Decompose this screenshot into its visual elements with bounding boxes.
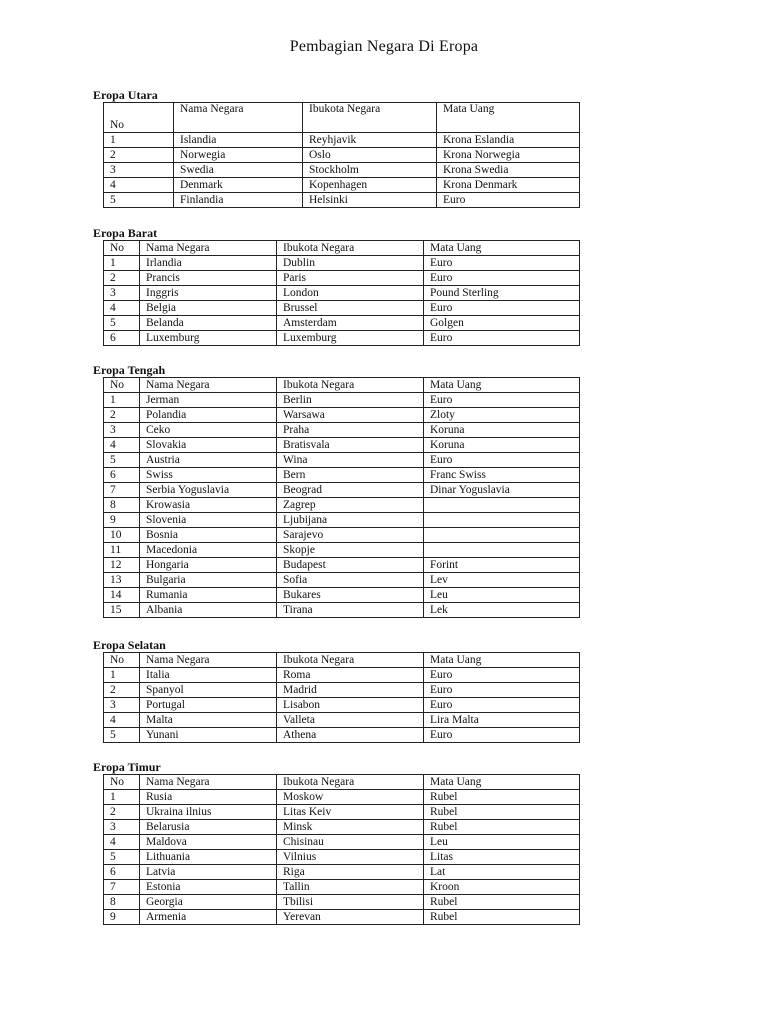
table-header-row <box>104 103 580 133</box>
cell-mata-uang <box>424 528 580 543</box>
cell-nama-negara: Portugal <box>140 698 277 713</box>
cell-nama-negara: Malta <box>140 713 277 728</box>
cell-nama-negara: Georgia <box>140 895 277 910</box>
cell-no: 11 <box>104 543 140 558</box>
cell-ibukota-negara: Zagrep <box>277 498 424 513</box>
cell-mata-uang: Leu <box>424 588 580 603</box>
cell-ibukota-negara: Tbilisi <box>277 895 424 910</box>
header-mata-uang: Mata Uang <box>424 378 580 393</box>
section-heading-eropa-timur: Eropa Timur <box>93 760 161 774</box>
table-header-row <box>104 653 580 668</box>
cell-nama-negara: Inggris <box>140 286 277 301</box>
cell-ibukota-negara: Moskow <box>277 790 424 805</box>
cell-nama-negara: Armenia <box>140 910 277 925</box>
cell-mata-uang: Euro <box>424 256 580 271</box>
cell-nama-negara: Norwegia <box>174 148 303 163</box>
cell-no: 3 <box>104 423 140 438</box>
cell-ibukota-negara: Luxemburg <box>277 331 424 346</box>
cell-no: 7 <box>104 483 140 498</box>
cell-ibukota-negara: Chisinau <box>277 835 424 850</box>
cell-mata-uang: Euro <box>424 683 580 698</box>
cell-ibukota-negara: Wina <box>277 453 424 468</box>
cell-mata-uang: Euro <box>424 271 580 286</box>
cell-no: 6 <box>104 468 140 483</box>
cell-mata-uang: Euro <box>424 393 580 408</box>
section-heading-eropa-selatan: Eropa Selatan <box>93 638 166 652</box>
cell-ibukota-negara: Roma <box>277 668 424 683</box>
table-row <box>104 178 580 193</box>
cell-ibukota-negara: Athena <box>277 728 424 743</box>
cell-ibukota-negara: Kopenhagen <box>303 178 437 193</box>
cell-nama-negara: Swedia <box>174 163 303 178</box>
cell-ibukota-negara: Bukares <box>277 588 424 603</box>
table-row <box>104 713 580 728</box>
table-row <box>104 331 580 346</box>
cell-nama-negara: Bulgaria <box>140 573 277 588</box>
table-row <box>104 588 580 603</box>
cell-no: 3 <box>104 820 140 835</box>
header-mata-uang: Mata Uang <box>424 653 580 668</box>
cell-no: 15 <box>104 603 140 618</box>
cell-mata-uang: Krona Swedia <box>437 163 580 178</box>
table-row <box>104 698 580 713</box>
table-row <box>104 483 580 498</box>
cell-no: 4 <box>104 178 174 193</box>
cell-no: 4 <box>104 835 140 850</box>
cell-nama-negara: Finlandia <box>174 193 303 208</box>
header-mata-uang: Mata Uang <box>424 241 580 256</box>
cell-nama-negara: Latvia <box>140 865 277 880</box>
section-heading-eropa-utara: Eropa Utara <box>93 88 158 102</box>
table-row <box>104 728 580 743</box>
cell-no: 3 <box>104 163 174 178</box>
header-no: No <box>104 378 140 393</box>
table-row <box>104 895 580 910</box>
cell-nama-negara: Belgia <box>140 301 277 316</box>
table-row <box>104 805 580 820</box>
cell-nama-negara: Spanyol <box>140 683 277 698</box>
cell-nama-negara: Maldova <box>140 835 277 850</box>
table-row <box>104 910 580 925</box>
table-row <box>104 193 580 208</box>
cell-ibukota-negara: Berlin <box>277 393 424 408</box>
cell-ibukota-negara: Praha <box>277 423 424 438</box>
table-row <box>104 453 580 468</box>
cell-nama-negara: Belarusia <box>140 820 277 835</box>
cell-no: 2 <box>104 683 140 698</box>
cell-mata-uang: Lat <box>424 865 580 880</box>
cell-mata-uang: Franc Swiss <box>424 468 580 483</box>
cell-no: 5 <box>104 316 140 331</box>
cell-no: 4 <box>104 301 140 316</box>
cell-mata-uang: Zloty <box>424 408 580 423</box>
cell-ibukota-negara: Dublin <box>277 256 424 271</box>
cell-ibukota-negara: Madrid <box>277 683 424 698</box>
cell-mata-uang: Rubel <box>424 790 580 805</box>
cell-ibukota-negara: Reyhjavik <box>303 133 437 148</box>
table-eropa-barat <box>103 240 580 346</box>
table-eropa-timur <box>103 774 580 925</box>
cell-ibukota-negara: Budapest <box>277 558 424 573</box>
cell-mata-uang: Euro <box>424 301 580 316</box>
cell-nama-negara: Macedonia <box>140 543 277 558</box>
header-ibukota-negara: Ibukota Negara <box>277 378 424 393</box>
cell-no: 5 <box>104 193 174 208</box>
cell-nama-negara: Ukraina ilnius <box>140 805 277 820</box>
cell-mata-uang: Euro <box>424 728 580 743</box>
cell-nama-negara: Denmark <box>174 178 303 193</box>
cell-ibukota-negara: Bern <box>277 468 424 483</box>
cell-mata-uang: Euro <box>437 193 580 208</box>
table-row <box>104 528 580 543</box>
header-ibukota-negara: Ibukota Negara <box>277 775 424 790</box>
cell-ibukota-negara: Litas Keiv <box>277 805 424 820</box>
table-row <box>104 573 580 588</box>
cell-mata-uang <box>424 513 580 528</box>
cell-ibukota-negara: Riga <box>277 865 424 880</box>
cell-no: 8 <box>104 895 140 910</box>
cell-no: 2 <box>104 805 140 820</box>
header-no: No <box>104 241 140 256</box>
cell-no: 4 <box>104 713 140 728</box>
cell-no: 10 <box>104 528 140 543</box>
table-row <box>104 835 580 850</box>
cell-nama-negara: Luxemburg <box>140 331 277 346</box>
cell-nama-negara: Rusia <box>140 790 277 805</box>
table-row <box>104 790 580 805</box>
cell-mata-uang: Euro <box>424 331 580 346</box>
cell-ibukota-negara: Vilnius <box>277 850 424 865</box>
table-row <box>104 865 580 880</box>
cell-nama-negara: Hongaria <box>140 558 277 573</box>
cell-ibukota-negara: Minsk <box>277 820 424 835</box>
table-header-row <box>104 378 580 393</box>
cell-ibukota-negara: Helsinki <box>303 193 437 208</box>
header-nama-negara: Nama Negara <box>140 378 277 393</box>
page-title: Pembagian Negara Di Eropa <box>289 38 479 55</box>
cell-ibukota-negara: Yerevan <box>277 910 424 925</box>
cell-nama-negara: Islandia <box>174 133 303 148</box>
cell-no: 2 <box>104 271 140 286</box>
cell-ibukota-negara: Warsawa <box>277 408 424 423</box>
table-row <box>104 498 580 513</box>
table-row <box>104 256 580 271</box>
cell-no: 1 <box>104 393 140 408</box>
cell-ibukota-negara: London <box>277 286 424 301</box>
cell-mata-uang: Forint <box>424 558 580 573</box>
cell-nama-negara: Serbia Yoguslavia <box>140 483 277 498</box>
cell-no: 12 <box>104 558 140 573</box>
cell-mata-uang: Lira Malta <box>424 713 580 728</box>
table-row <box>104 820 580 835</box>
table-row <box>104 271 580 286</box>
cell-no: 9 <box>104 513 140 528</box>
header-mata-uang: Mata Uang <box>437 103 580 133</box>
table-row <box>104 133 580 148</box>
header-nama-negara: Nama Negara <box>174 103 303 133</box>
cell-mata-uang: Lek <box>424 603 580 618</box>
cell-nama-negara: Krowasia <box>140 498 277 513</box>
cell-nama-negara: Prancis <box>140 271 277 286</box>
cell-ibukota-negara: Paris <box>277 271 424 286</box>
cell-ibukota-negara: Tirana <box>277 603 424 618</box>
cell-nama-negara: Polandia <box>140 408 277 423</box>
cell-no: 1 <box>104 790 140 805</box>
cell-ibukota-negara: Lisabon <box>277 698 424 713</box>
table-row <box>104 468 580 483</box>
cell-mata-uang: Krona Eslandia <box>437 133 580 148</box>
table-row <box>104 408 580 423</box>
cell-mata-uang: Litas <box>424 850 580 865</box>
cell-ibukota-negara: Sofia <box>277 573 424 588</box>
cell-mata-uang: Rubel <box>424 820 580 835</box>
header-nama-negara: Nama Negara <box>140 241 277 256</box>
cell-no: 5 <box>104 850 140 865</box>
cell-no: 4 <box>104 438 140 453</box>
cell-mata-uang <box>424 543 580 558</box>
cell-mata-uang: Dinar Yoguslavia <box>424 483 580 498</box>
table-row <box>104 148 580 163</box>
cell-mata-uang: Koruna <box>424 423 580 438</box>
cell-nama-negara: Jerman <box>140 393 277 408</box>
table-row <box>104 558 580 573</box>
cell-no: 13 <box>104 573 140 588</box>
cell-mata-uang: Rubel <box>424 895 580 910</box>
cell-no: 1 <box>104 133 174 148</box>
cell-no: 3 <box>104 698 140 713</box>
header-ibukota-negara: Ibukota Negara <box>277 653 424 668</box>
header-ibukota-negara: Ibukota Negara <box>277 241 424 256</box>
cell-nama-negara: Italia <box>140 668 277 683</box>
cell-nama-negara: Slovakia <box>140 438 277 453</box>
cell-mata-uang: Krona Norwegia <box>437 148 580 163</box>
header-mata-uang: Mata Uang <box>424 775 580 790</box>
table-eropa-tengah <box>103 377 580 618</box>
cell-nama-negara: Slovenia <box>140 513 277 528</box>
section-heading-eropa-tengah: Eropa Tengah <box>93 363 166 377</box>
cell-ibukota-negara: Skopje <box>277 543 424 558</box>
cell-nama-negara: Lithuania <box>140 850 277 865</box>
cell-no: 9 <box>104 910 140 925</box>
cell-ibukota-negara: Beograd <box>277 483 424 498</box>
table-row <box>104 438 580 453</box>
table-row <box>104 850 580 865</box>
cell-no: 7 <box>104 880 140 895</box>
cell-mata-uang <box>424 498 580 513</box>
table-row <box>104 880 580 895</box>
cell-ibukota-negara: Valleta <box>277 713 424 728</box>
cell-mata-uang: Euro <box>424 668 580 683</box>
table-row <box>104 513 580 528</box>
table-row <box>104 423 580 438</box>
cell-mata-uang: Kroon <box>424 880 580 895</box>
cell-nama-negara: Austria <box>140 453 277 468</box>
cell-nama-negara: Estonia <box>140 880 277 895</box>
cell-nama-negara: Albania <box>140 603 277 618</box>
table-row <box>104 286 580 301</box>
cell-mata-uang: Krona Denmark <box>437 178 580 193</box>
cell-no: 6 <box>104 331 140 346</box>
header-no: No <box>104 775 140 790</box>
cell-no: 2 <box>104 148 174 163</box>
cell-mata-uang: Euro <box>424 453 580 468</box>
cell-no: 1 <box>104 668 140 683</box>
table-row <box>104 668 580 683</box>
table-eropa-utara <box>103 102 580 208</box>
cell-no: 1 <box>104 256 140 271</box>
cell-no: 14 <box>104 588 140 603</box>
cell-no: 5 <box>104 728 140 743</box>
section-heading-eropa-barat: Eropa Barat <box>93 226 158 240</box>
table-header-row <box>104 775 580 790</box>
cell-nama-negara: Bosnia <box>140 528 277 543</box>
cell-nama-negara: Belanda <box>140 316 277 331</box>
header-no: No <box>104 103 174 133</box>
cell-ibukota-negara: Sarajevo <box>277 528 424 543</box>
table-header-row <box>104 241 580 256</box>
table-row <box>104 393 580 408</box>
cell-no: 6 <box>104 865 140 880</box>
cell-mata-uang: Leu <box>424 835 580 850</box>
cell-no: 8 <box>104 498 140 513</box>
header-nama-negara: Nama Negara <box>140 653 277 668</box>
cell-ibukota-negara: Amsterdam <box>277 316 424 331</box>
table-row <box>104 603 580 618</box>
cell-mata-uang: Rubel <box>424 910 580 925</box>
cell-nama-negara: Ceko <box>140 423 277 438</box>
table-eropa-selatan <box>103 652 580 743</box>
cell-mata-uang: Pound Sterling <box>424 286 580 301</box>
cell-ibukota-negara: Tallin <box>277 880 424 895</box>
header-nama-negara: Nama Negara <box>140 775 277 790</box>
cell-mata-uang: Rubel <box>424 805 580 820</box>
cell-mata-uang: Lev <box>424 573 580 588</box>
cell-nama-negara: Rumania <box>140 588 277 603</box>
cell-mata-uang: Golgen <box>424 316 580 331</box>
cell-nama-negara: Swiss <box>140 468 277 483</box>
cell-ibukota-negara: Stockholm <box>303 163 437 178</box>
table-row <box>104 543 580 558</box>
cell-ibukota-negara: Oslo <box>303 148 437 163</box>
cell-mata-uang: Euro <box>424 698 580 713</box>
table-row <box>104 301 580 316</box>
cell-no: 5 <box>104 453 140 468</box>
cell-nama-negara: Yunani <box>140 728 277 743</box>
header-ibukota-negara: Ibukota Negara <box>303 103 437 133</box>
cell-ibukota-negara: Brussel <box>277 301 424 316</box>
cell-ibukota-negara: Bratisvala <box>277 438 424 453</box>
cell-no: 2 <box>104 408 140 423</box>
table-row <box>104 683 580 698</box>
header-no: No <box>104 653 140 668</box>
cell-mata-uang: Koruna <box>424 438 580 453</box>
cell-no: 3 <box>104 286 140 301</box>
table-row <box>104 163 580 178</box>
table-row <box>104 316 580 331</box>
cell-nama-negara: Irlandia <box>140 256 277 271</box>
cell-ibukota-negara: Ljubijana <box>277 513 424 528</box>
